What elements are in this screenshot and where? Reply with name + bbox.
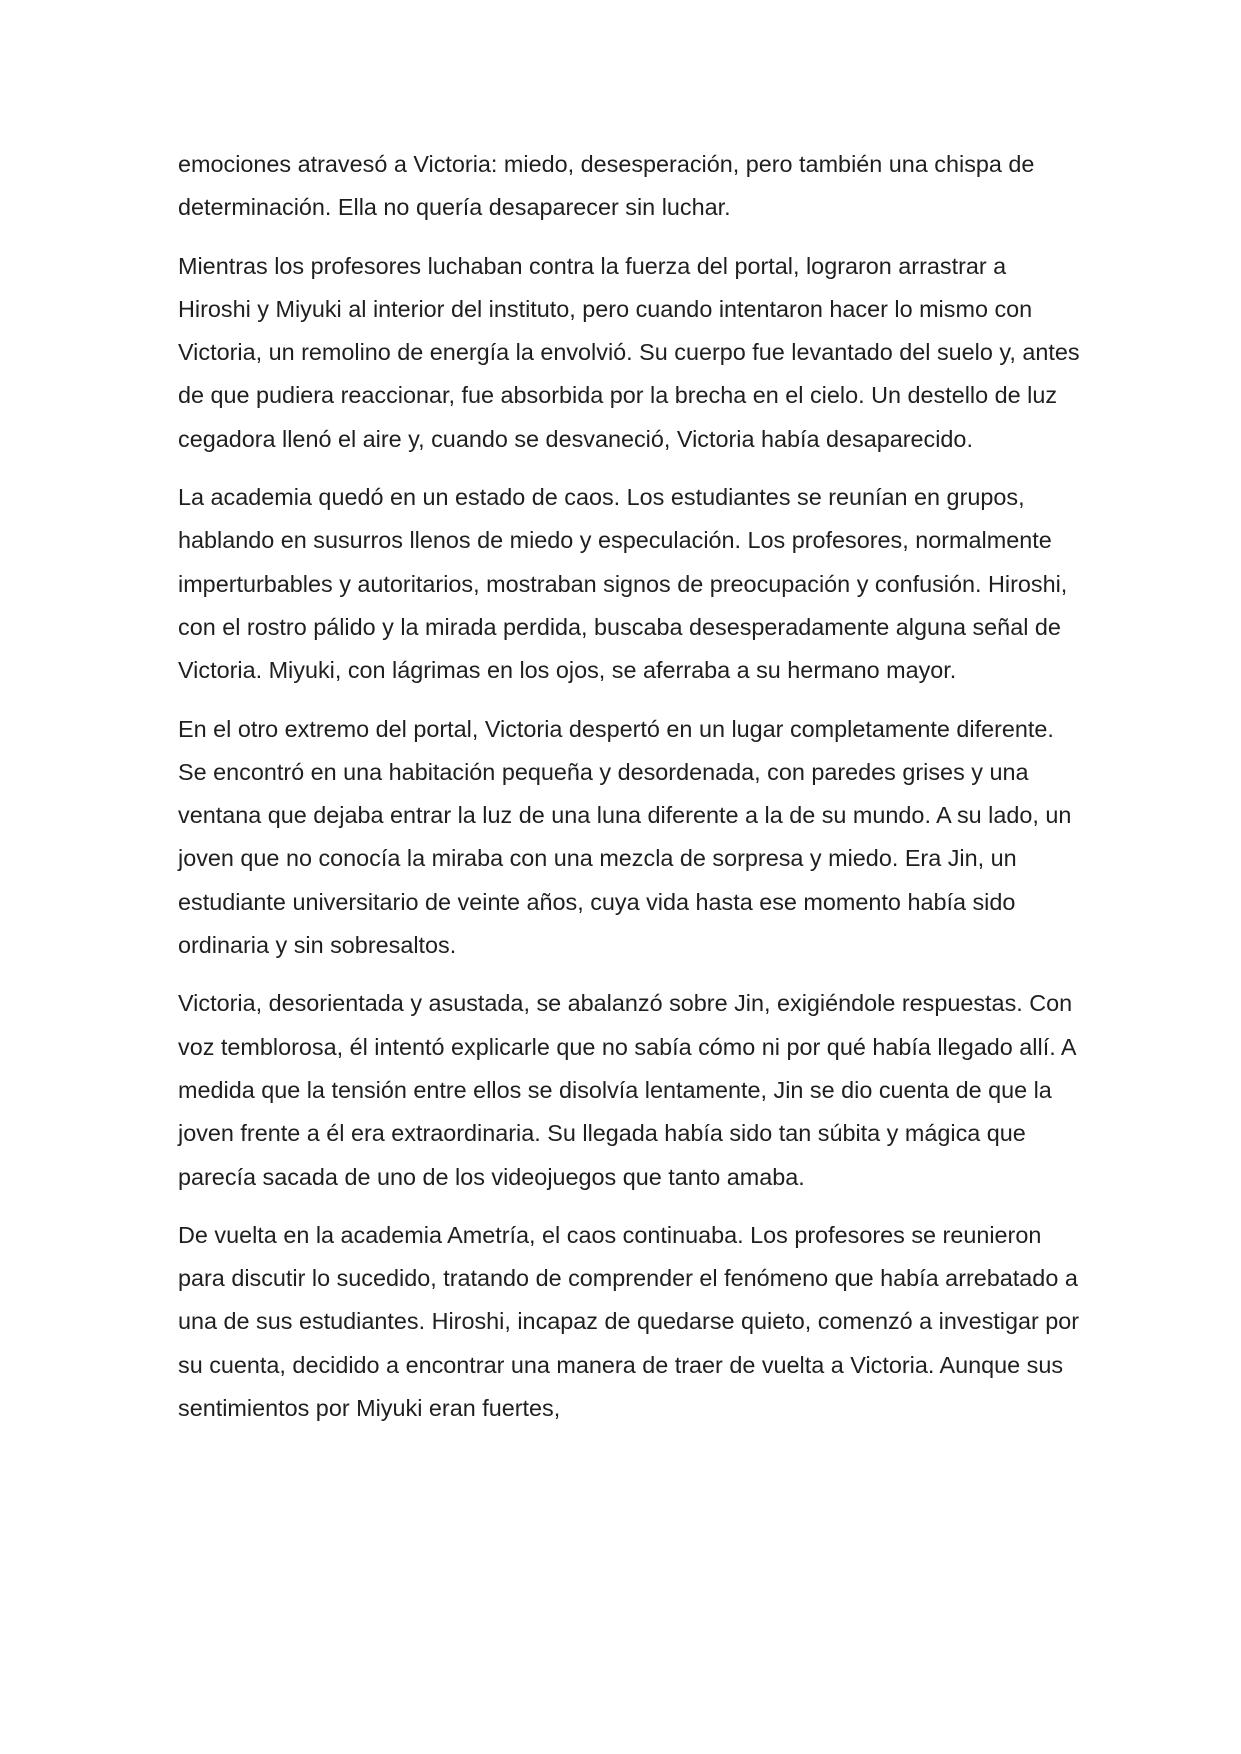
paragraph: La academia quedó en un estado de caos. Los estudiantes se reunían en grupos, hablando en susurros llenos de miedo y especulación. Los profesores, normalmente imperturbables y autoritarios, mostraban signos de preocupación y confusión. Hiroshi, con el rostro pálido y la mirada perdida, buscaba desesperadamente alguna señal de Victoria. Miyuki, con lágrimas en los ojos, se aferraba a su hermano mayor. xyxy=(178,484,1068,684)
paragraph: En el otro extremo del portal, Victoria despertó en un lugar completamente diferente. Se encontró en una habitación pequeña y desordenada, con paredes grises y una ventana que dejaba entrar la luz de una luna diferente a la de su mundo. A su lado, un joven que no conocía la miraba con una mezcla de sorpresa y miedo. Era Jin, un estudiante universitario de veinte años, cuya vida hasta ese momento había sido ordinaria y sin sobresaltos. xyxy=(178,715,1072,959)
body-text xyxy=(178,143,1083,1445)
paragraph: Mientras los profesores luchaban contra la fuerza del portal, lograron arrastrar a Hiroshi y Miyuki al interior del instituto, pero cuando intentaron hacer lo mismo con Victoria, un remolino de energía la envolvió. Su cuerpo fue levantado del suelo y, antes de que pudiera reaccionar, fue absorbida por la brecha en el cielo. Un destello de luz cegadora llenó el aire y, cuando se desvaneció, Victoria había desaparecido. xyxy=(178,252,1080,452)
paragraph: De vuelta en la academia Ametría, el caos continuaba. Los profesores se reunieron para discutir lo sucedido, tratando de comprender el fenómeno que había arrebatado a una de sus estudiantes. Hiroshi, incapaz de quedarse quieto, comenzó a investigar por su cuenta, decidido a encontrar una manera de traer de vuelta a Victoria. Aunque sus sentimientos por Miyuki eran fuertes, xyxy=(178,1221,1080,1422)
paragraph: Victoria, desorientada y asustada, se abalanzó sobre Jin, exigiéndole respuestas. Con voz temblorosa, él intentó explicarle que no sabía cómo ni por qué había llegado allí. A medida que la tensión entre ellos se disolvía lentamente, Jin se dio cuenta de que la joven frente a él era extraordinaria. Su llegada había sido tan súbita y mágica que parecía sacada de uno de los videojuegos que tanto amaba. xyxy=(178,990,1076,1190)
paragraph: emociones atravesó a Victoria: miedo, desesperación, pero también una chispa de determinación. Ella no quería desaparecer sin luchar. xyxy=(178,151,1035,221)
